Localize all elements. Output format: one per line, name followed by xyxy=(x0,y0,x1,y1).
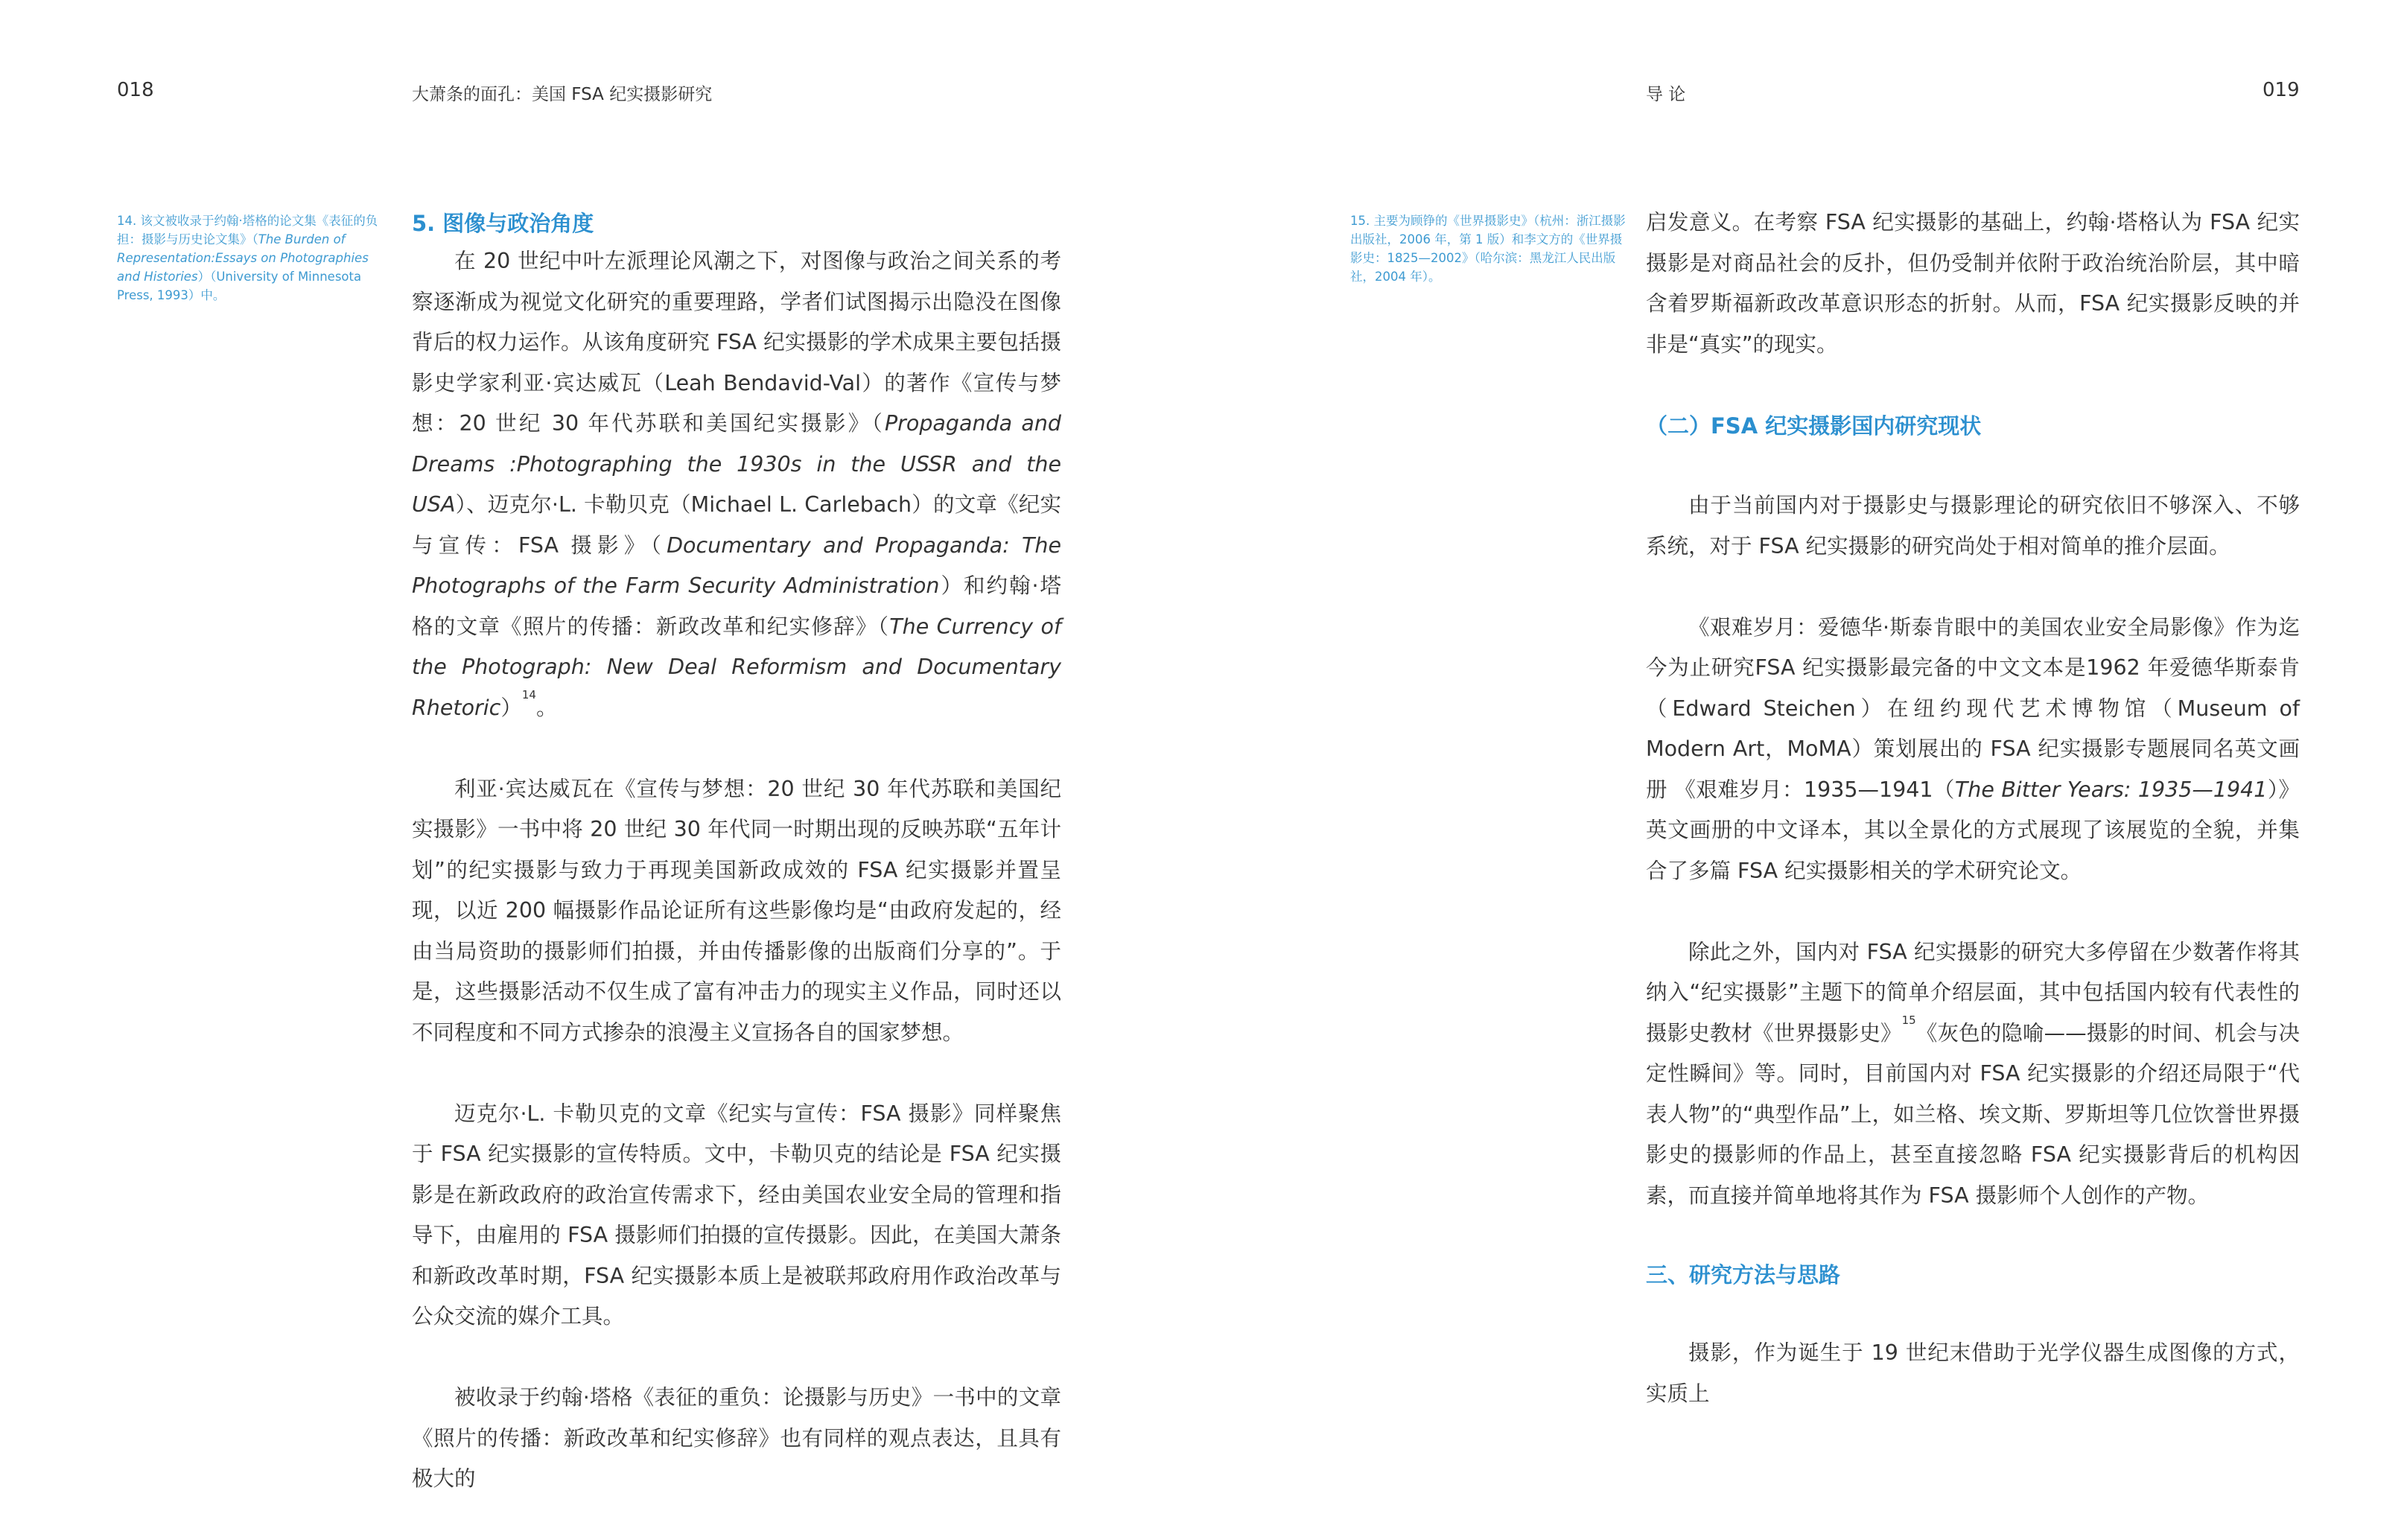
footnote-ref: 14 xyxy=(521,687,536,701)
page-number: 018 xyxy=(117,79,154,101)
paragraph: 迈克尔·L. 卡勒贝克的文章《纪实与宣传：FSA 摄影》同样聚焦于 FSA 纪实摄影的宣传特质。文中，卡勒贝克的结论是 FSA 纪实摄影是在新政政府的政治宣传需求下，经由美国农业安全局的管理和指导下，由雇用的 FSA 摄影师们拍摄的宣传摄影。因此，在美国大萧条和新政改革时期，FSA 纪实摄影本质上是被联邦政府用作政治改革与公众交流的媒介工具。 xyxy=(412,1101,1061,1329)
paragraph: 在 20 世纪中叶左派理论风潮之下，对图像与政治之间关系的考察逐渐成为视觉文化研究的重要理路，学者们试图揭示出隐没在图像背后的权力运作。从该角度研究 FSA 纪实摄影的学术成果主要包括摄影史学家利亚·宾达威瓦（Leah Bendavid-Val）的著作《宣传与梦想：20 世纪 30 年代苏联和美国纪实摄影》（Propaganda and Dreams :Photographing the 1930s in the USSR and the USA）、迈克尔·L. 卡勒贝克（Michael L. Carlebach）的文章《纪实与宣传：FSA 摄影》（Documentary and Propaganda: The Photographs of the Farm Security Administration）和约翰·塔格的文章《照片的传播：新政改革和纪实修辞》（The Currency of the Photograph: New Deal Reformism and Documentary Rhetoric）$^{14}$。 xyxy=(412,249,1062,720)
running-title: 导 论 xyxy=(1646,85,1686,104)
paragraph: 《艰难岁月：爱德华·斯泰肯眼中的美国农业安全局影像》作为迄今为止研究FSA 纪实摄影最完备的中文文本是1962 年爱德华斯泰肯（Edward Steichen）在纽约现代艺术博物馆（Museum of Modern Art，MoMA）策划展出的 FSA 纪实摄影专题展同名英文画册 《艰难岁月：1935—1941（The Bitter Years: 1935—1941）》英文画册的中文译本，其以全景化的方式展现了该展览的全貌，并集合了多篇 FSA 纪实摄影相关的学术研究论文。 xyxy=(1646,614,2300,883)
page-number: 019 xyxy=(2263,79,2300,101)
paragraph: 除此之外，国内对 FSA 纪实摄影的研究大多停留在少数著作将其纳入“纪实摄影”主题下的简单介绍层面，其中包括国内较有代表性的摄影史教材《世界摄影史》$^{15}$《灰色的隐喻——摄影的时间、机会与决定性瞬间》等。同时，目前国内对 FSA 纪实摄影的介绍还局限于“代表人物”的“典型作品”上，如兰格、埃文斯、罗斯坦等几位饮誉世界摄影史的摄影师的作品上，甚至直接忽略 FSA 纪实摄影背后的机构因素，而直接并简单地将其作为 FSA 摄影师个人创作的产物。 xyxy=(1646,939,2300,1208)
paragraph: 由于当前国内对于摄影史与摄影理论的研究依旧不够深入、不够系统，对于 FSA 纪实摄影的研究尚处于相对简单的推介层面。 xyxy=(1646,493,2300,559)
section-heading: 5. 图像与政治角度 xyxy=(412,211,594,236)
left-page xyxy=(0,0,1202,1495)
body-text-right-2 xyxy=(1646,486,2300,1257)
paragraph: 被收录于约翰·塔格《表征的重负：论摄影与历史》一书中的文章《照片的传播：新政改革和纪实修辞》也有同样的观点表达，且具有极大的 xyxy=(412,1385,1061,1491)
paragraph: 摄影，作为诞生于 19 世纪末借助于光学仪器生成图像的方式，实质上 xyxy=(1646,1340,2300,1406)
footnote-14: 14. 该文被收录于约翰·塔格的论文集《表征的负担：摄影与历史论文集》（The Burden of Representation:Essays on Photographies and Histories）（University of Minnesota Press, 1993）中。 xyxy=(117,214,378,302)
paragraph: 利亚·宾达威瓦在《宣传与梦想：20 世纪 30 年代苏联和美国纪实摄影》一书中将 20 世纪 30 年代同一时期出现的反映苏联“五年计划”的纪实摄影与致力于再现美国新政成效的 FSA 纪实摄影并置呈现，以近 200 幅摄影作品论证所有这些影像均是“由政府发起的，经由当局资助的摄影师们拍摄，并由传播影像的出版商们分享的”。于是，这些摄影活动不仅生成了富有冲击力的现实主义作品，同时还以不同程度和不同方式掺杂的浪漫主义宣扬各自的国家梦想。 xyxy=(412,776,1061,1045)
body-text-left xyxy=(412,241,1061,1540)
paragraph: 启发意义。在考察 FSA 纪实摄影的基础上，约翰·塔格认为 FSA 纪实摄影是对商品社会的反扑，但仍受制并依附于政治统治阶层，其中暗含着罗斯福新政改革意识形态的折射。从而，FSA 纪实摄影反映的并非是“真实”的现实。 xyxy=(1646,210,2300,357)
body-text-right-3 xyxy=(1646,1333,2300,1455)
footnote-15: 15. 主要为顾铮的《世界摄影史》（杭州：浙江摄影出版社，2006 年，第 1 版）和李文方的《世界摄影史：1825—2002》（哈尔滨：黑龙江人民出版社，2004 年）。 xyxy=(1350,214,1626,284)
section-heading: （二）FSA 纪实摄影国内研究现状 xyxy=(1646,413,1982,439)
body-text-right xyxy=(1646,203,2300,406)
footnote-ref: 15 xyxy=(1901,1013,1916,1027)
right-page xyxy=(1202,0,2404,1495)
running-title: 大萧条的面孔：美国 FSA 纪实摄影研究 xyxy=(412,85,713,104)
section-heading: 三、研究方法与思路 xyxy=(1646,1262,1841,1288)
